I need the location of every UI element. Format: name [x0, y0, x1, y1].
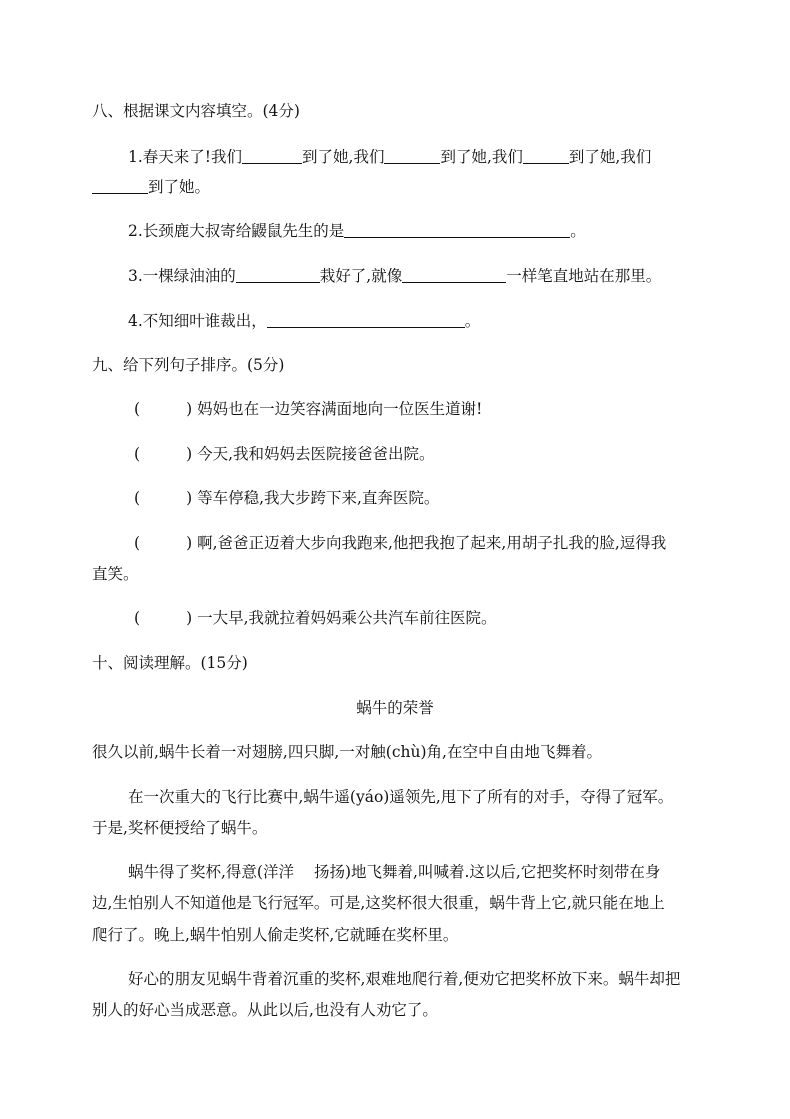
order-paren-open: ( [134, 489, 141, 507]
question-8-4 [128, 311, 790, 331]
order-paren-open: ( [134, 534, 141, 552]
order-item [134, 608, 790, 628]
order-item [134, 444, 790, 464]
q1-text-3: 到了她,我们 [440, 148, 523, 166]
q3-text-1: 3.一棵绿油油的 [128, 267, 236, 285]
fill-blank[interactable] [92, 177, 148, 194]
passage-para-3-line-2: 边,生怕别人不知道他是飞行冠军。可是,这奖杯很大很重，蜗牛背上它,就只能在地上 [92, 894, 665, 912]
order-item [134, 399, 790, 419]
order-item-text: 今天,我和妈妈去医院接爸爸出院。 [197, 445, 435, 463]
fill-blank[interactable] [344, 221, 570, 238]
order-paren-close: ) [186, 445, 193, 463]
section-8-heading: 八、根据课文内容填空。(4分) [92, 102, 300, 120]
order-paren-open: ( [134, 445, 141, 463]
passage-para-2-line-2: 于是,奖杯便授给了蜗牛。 [92, 819, 268, 837]
order-item-text: 妈妈也在一边笑容满面地向一位医生道谢! [197, 400, 483, 418]
passage-para-3-line-1 [128, 862, 790, 882]
q2-text-1: 2.长颈鹿大叔寄给鼹鼠先生的是 [128, 222, 345, 240]
para3-text-a: 蜗牛得了奖杯,得意(洋洋 [128, 863, 294, 881]
question-8-1-cont [92, 177, 790, 197]
q2-text-2: 。 [570, 222, 586, 240]
order-paren-close: ) [186, 534, 193, 552]
passage-para-1: 很久以前,蜗牛长着一对翅膀,四只脚,一对触(chù)角,在空中自由地飞舞着。 [92, 743, 602, 761]
passage-para-4-line-2: 别人的好心当成恶意。从此以后,也没有人劝它了。 [92, 1001, 438, 1019]
fill-blank[interactable] [402, 266, 506, 283]
order-item-text: 一大早,我就拉着妈妈乘公共汽车前往医院。 [197, 609, 497, 627]
order-item [134, 488, 790, 508]
passage-title: 蜗牛的荣誉 [356, 699, 434, 717]
q1-text-4: 到了她,我们 [568, 148, 652, 166]
fill-blank[interactable] [523, 147, 569, 164]
order-item-text: 啊,爸爸正迈着大步向我跑来,他把我抱了起来,用胡子扎我的脸,逗得我 [197, 534, 667, 552]
q3-text-2: 栽好了,就像 [319, 267, 403, 285]
order-paren-close: ) [186, 609, 193, 627]
q3-text-3: 一样笔直地站在那里。 [506, 267, 662, 285]
para3-text-b: 扬扬)地飞舞着,叫喊着.这以后,它把奖杯时刻带在身 [313, 863, 661, 881]
order-item-text: 等车停稳,我大步跨下来,直奔医院。 [197, 489, 440, 507]
passage-para-2-line-1: 在一次重大的飞行比赛中,蜗牛遥(yáo)遥领先,甩下了所有的对手，夺得了冠军。 [128, 788, 674, 806]
question-8-1 [128, 147, 790, 167]
q4-text-1: 4.不知细叶谁裁出， [128, 312, 267, 330]
question-8-3 [128, 266, 790, 286]
section-9-heading: 九、给下列句子排序。(5分) [92, 356, 285, 374]
fill-blank[interactable] [384, 147, 440, 164]
section-10-heading: 十、阅读理解。(15分) [92, 654, 248, 672]
question-8-2 [128, 221, 790, 241]
order-paren-open: ( [134, 400, 141, 418]
fill-blank[interactable] [267, 311, 465, 328]
q1-text-5: 到了她。 [148, 178, 211, 196]
q4-text-2: 。 [464, 312, 481, 330]
order-paren-open: ( [134, 609, 141, 627]
passage-para-4-line-1: 好心的朋友见蜗牛背着沉重的奖杯,艰难地爬行着,便劝它把奖杯放下来。蜗牛却把 [128, 970, 681, 988]
q1-text-1: 1.春天来了!我们 [128, 148, 243, 166]
order-paren-close: ) [186, 400, 193, 418]
passage-para-3-line-3: 爬行了。晚上,蜗牛怕别人偷走奖杯,它就睡在奖杯里。 [92, 926, 459, 944]
order-item [134, 533, 790, 553]
q1-text-2: 到了她,我们 [302, 148, 385, 166]
order-item-continuation: 直笑。 [92, 565, 139, 583]
fill-blank[interactable] [236, 266, 320, 283]
fill-blank[interactable] [242, 147, 302, 164]
order-paren-close: ) [186, 489, 193, 507]
